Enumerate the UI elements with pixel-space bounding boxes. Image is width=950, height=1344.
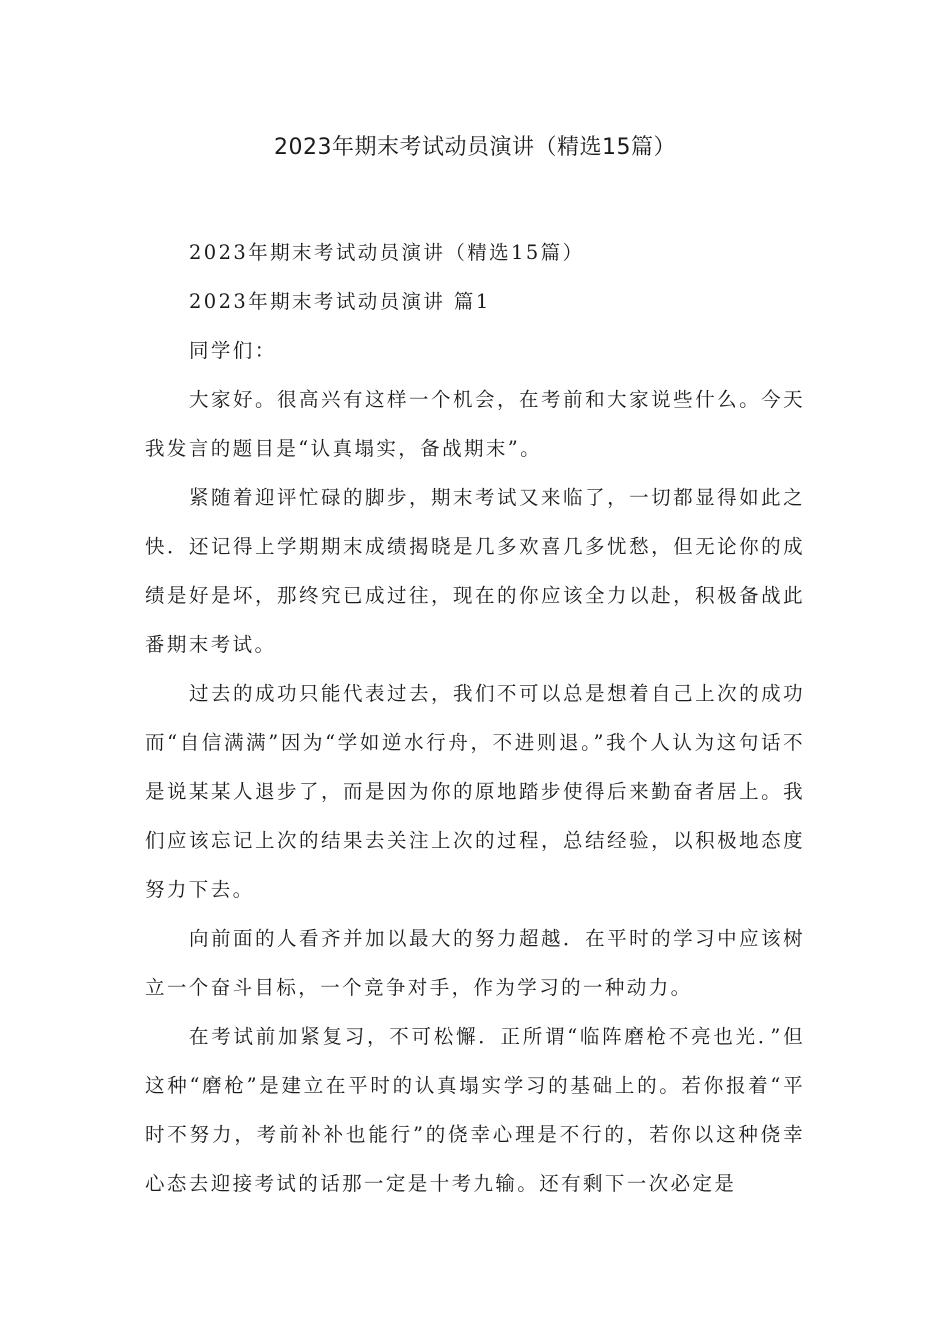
paragraph-past-success: 过去的成功只能代表过去，我们不可以总是想着自己上次的成功而“自信满满”因为“学如逆水行舟，不进则退。”我个人认为这句话不是说某某人退步了，而是因为你的原地踏步使得后来勤奋者居上。我们应该忘记上次的结果去关注上次的过程，总结经验，以积极地态度努力下去。 [145,682,805,901]
paragraph-subtitle: 2023年期末考试动员演讲（精选15篇） [189,241,585,264]
paragraph-section-heading: 2023年期末考试动员演讲 篇1 [189,290,491,313]
paragraph-salutation: 同学们： [189,339,277,362]
document-body [145,228,805,1208]
paragraph-set-goal: 向前面的人看齐并加以最大的努力超越．在平时的学习中应该树立一个奋斗目标，一个竞争对手，作为学习的一种动力。 [145,927,805,999]
document-title: 2023年期末考试动员演讲（精选15篇） [274,135,676,160]
paragraph-review: 在考试前加紧复习，不可松懈．正所谓“临阵磨枪不亮也光．”但这种“磨枪”是建立在平时的认真塌实学习的基础上的。若你报着“平时不努力，考前补补也能行”的侥幸心理是不行的，若你以这种侥幸心态去迎接考试的话那一定是十考九输。还有剩下一次必定是 [145,1025,805,1195]
paragraph-exam-approaching: 紧随着迎评忙碌的脚步，期末考试又来临了，一切都显得如此之快．还记得上学期期末成绩揭晓是几多欢喜几多忧愁，但无论你的成绩是好是坏，那终究已成过往，现在的你应该全力以赴，积极备战此番期末考试。 [145,486,805,656]
paragraph-greeting: 大家好。很高兴有这样一个机会，在考前和大家说些什么。今天我发言的题目是“认真塌实，备战期末”。 [145,388,805,460]
